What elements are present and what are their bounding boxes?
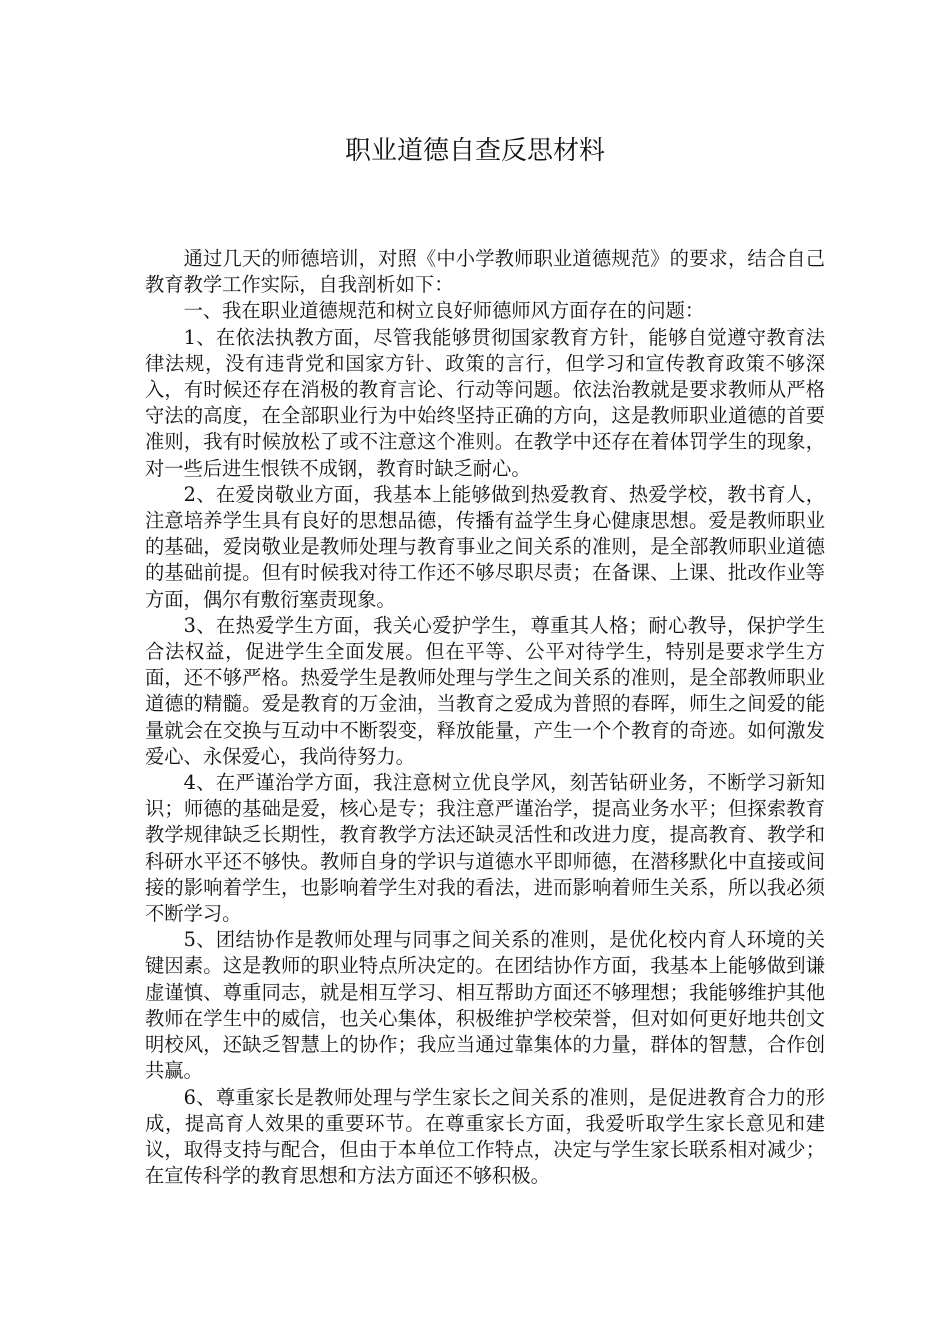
paragraph-rigorous-study: 4、在严谨治学方面，我注意树立优良学风，刻苦钻研业务，不断学习新知识；师德的基础是爱，核心是专；我注意严谨治学，提高业务水平；但探索教育教学规律缺乏长期性，教育教学方法还缺灵活性和改进力度，提高教育、教学和科研水平还不够快。教师自身的学识与道德水平即师德，在潜移默化中直接或间接的影响着学生，也影响着学生对我的看法，进而影响着师生关系，所以我必须不断学习。 (145, 771, 825, 926)
paragraph-love-students: 3、在热爱学生方面，我关心爱护学生，尊重其人格；耐心教导，保护学生合法权益，促进学生全面发展。但在平等、公平对待学生，特别是要求学生方面，还不够严格。热爱学生是教师处理与学生之间关系的准则，是全部教师职业道德的精髓。爱是教育的万金油，当教育之爱成为普照的春晖，师生之间爱的能量就会在交换与互动中不断裂变，释放能量，产生一个个教育的奇迹。如何激发爱心、永保爱心，我尚待努力。 (145, 613, 825, 768)
document-title: 职业道德自查反思材料 (344, 136, 605, 166)
document-body (145, 246, 825, 1189)
paragraph-rule-of-law: 1、在依法执教方面，尽管我能够贯彻国家教育方针，能够自觉遵守教育法律法规，没有违背党和国家方针、政策的言行，但学习和宣传教育政策不够深入，有时候还存在消极的教育言论、行动等问题。依法治教就是要求教师从严格守法的高度，在全部职业行为中始终坚持正确的方向，这是教师职业道德的首要准则，我有时候放松了或不注意这个准则。在教学中还存在着体罚学生的现象，对一些后进生恨铁不成钢，教育时缺乏耐心。 (145, 325, 825, 480)
paragraph-teamwork: 5、团结协作是教师处理与同事之间关系的准则，是优化校内育人环境的关键因素。这是教师的职业特点所决定的。在团结协作方面，我基本上能够做到谦虚谨慎、尊重同志，就是相互学习、相互帮助方面还不够理想；我能够维护其他教师在学生中的威信，也关心集体，积极维护学校荣誉，但对如何更好地共创文明校风，还缺乏智慧上的协作；我应当通过靠集体的力量，群体的智慧，合作创共赢。 (145, 928, 825, 1083)
paragraph-dedication: 2、在爱岗敬业方面，我基本上能够做到热爱教育、热爱学校，教书育人，注意培养学生具有良好的思想品德，传播有益学生身心健康思想。爱是教师职业的基础，爱岗敬业是教师处理与教育事业之间关系的准则，是全部教师职业道德的基础前提。但有时候我对待工作还不够尽职尽责；在备课、上课、批改作业等方面，偶尔有敷衍塞责现象。 (145, 482, 825, 611)
section-heading: 一、我在职业道德规范和树立良好师德师风方面存在的问题： (183, 299, 705, 323)
intro-paragraph: 通过几天的师德培训，对照《中小学教师职业道德规范》的要求，结合自己教育教学工作实际，自我剖析如下： (145, 247, 825, 297)
paragraph-respect-parents: 6、尊重家长是教师处理与学生家长之间关系的准则，是促进教育合力的形成，提高育人效果的重要环节。在尊重家长方面，我爱听取学生家长意见和建议，取得支持与配合，但由于本单位工作特点，决定与学生家长联系相对减少；在宣传科学的教育思想和方法方面还不够积极。 (145, 1085, 825, 1188)
